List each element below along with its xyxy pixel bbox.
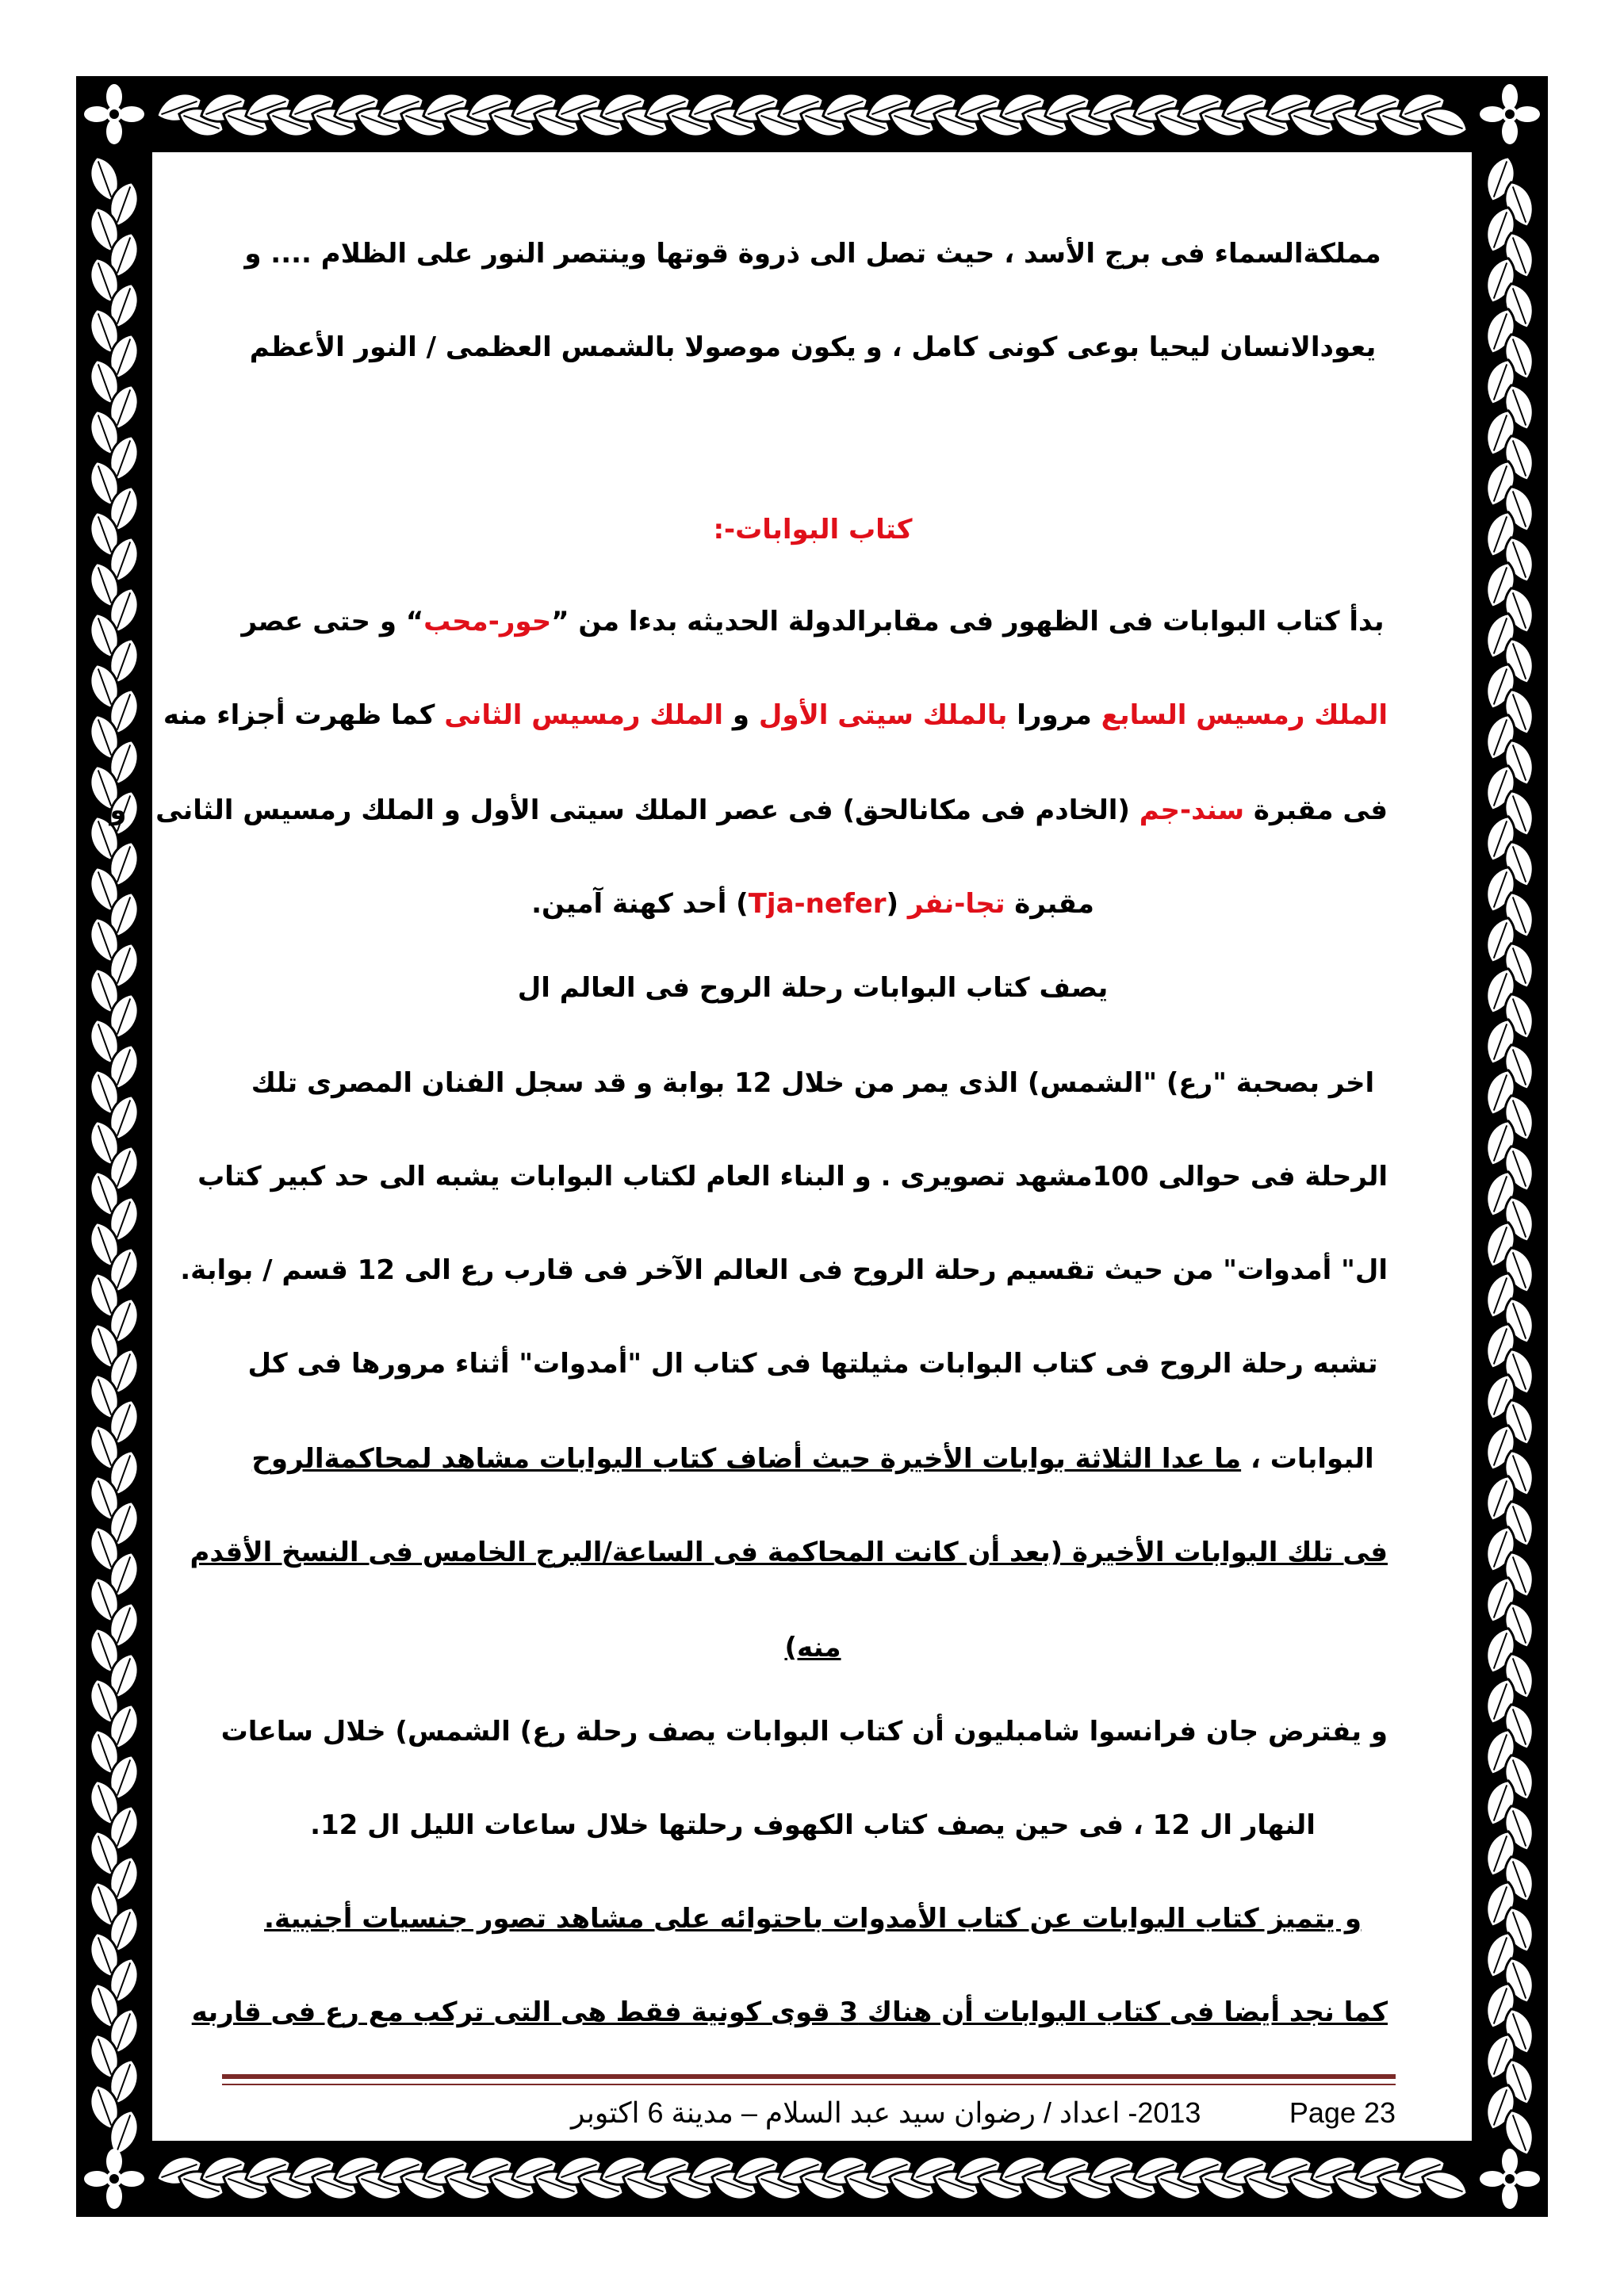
section-heading: كتاب البوابات-: [713, 514, 913, 545]
p2-l2-text-c: كما ظهرت أجزاء منه [163, 699, 445, 731]
p2-l2-red2: بالملك سيتى الأول [758, 699, 1008, 731]
paragraph4-line4: منه) [784, 1632, 841, 1663]
p2-l4-text-b: ( [886, 888, 908, 920]
p2-l1-red: حور-محب [423, 606, 552, 637]
paragraph3-line3: الرحلة فى حوالى 100مشهد تصويرى . و البناء العام لكتاب البوابات يشبه الى حد كبير كتاب [197, 1161, 1388, 1192]
paragraph2-line1 [238, 606, 1388, 637]
page-label: Page [1289, 2096, 1356, 2129]
p2-l2-red3: الملك رمسيس الثانى [444, 699, 724, 731]
paragraph2-line4 [238, 888, 1388, 920]
paragraph2-line2 [163, 699, 1388, 731]
paragraph4-line1: تشبه رحلة الروح فى كتاب البوابات مثيلتها فى كتاب ال "أمدوات" أثناء مرورها فى كل [247, 1348, 1378, 1380]
p2-l3-text-b: (الخادم فى مكانالحق) فى عصر الملك سيتى الأول و الملك رمسيس الثانى ، و [109, 794, 1139, 826]
p2-l3-text-a: فى مقبرة [1244, 794, 1388, 826]
page-inner-area [152, 152, 1472, 2141]
p2-l1-text-b: “ و حتى عصر [241, 606, 424, 637]
footer-rule-thick [222, 2074, 1396, 2079]
paragraph4-line2 [238, 1443, 1388, 1475]
p2-l4-text-a: مقبرة [1005, 888, 1094, 920]
footer-author-text: 2013- اعداد / رضوان سيد عبد السلام – مدينة 6 اكتوبر [571, 2096, 1201, 2129]
p2-l3-red: سند-جم [1139, 794, 1245, 826]
p4-l2-underlined: ما عدا الثلاثة بوابات الأخيرة حيث أضاف كتاب البوابات مشاهد لمحاكمةالروح [251, 1443, 1242, 1475]
footer-rule-thin [222, 2084, 1396, 2085]
paragraph3-line2: اخر بصحبة "رع) "الشمس) الذى يمر من خلال 12 بوابة و قد سجل الفنان المصرى تلك [251, 1067, 1375, 1099]
p2-l4-red2: Tja-nefer [748, 888, 887, 920]
p2-l2-red1: الملك رمسيس السابع [1101, 699, 1388, 731]
p2-l4-red1: تجا-نفر [907, 888, 1005, 920]
paragraph5-line3: و يتميز كتاب البوابات عن كتاب الأمدوات باحتوائه على مشاهد تصور جنسيات أجنبية. [264, 1903, 1362, 1935]
paragraph1-line2: يعودالانسان ليحيا بوعى كونى كامل ، و يكون موصولا بالشمس العظمى / النور الأعظم [249, 331, 1377, 363]
p2-l2-text-b: و [723, 699, 759, 731]
paragraph5-line4: كما نجد أيضا فى كتاب البوابات أن هناك 3 قوى كونية فقط هى التى تركب مع رع فى قاربه [191, 1996, 1388, 2028]
paragraph5-line2: النهار ال 12 ، فى حين يصف كتاب الكهوف رحلتها خلال ساعات الليل ال 12. [310, 1809, 1316, 1841]
decorative-border-frame [76, 76, 1548, 2217]
p2-l2-text-a: مرورا [1007, 699, 1101, 731]
paragraph1-line1: مملكةالسماء فى برج الأسد ، حيث تصل الى ذروة قوتها وينتصر النور على الظلام .... و [244, 238, 1381, 270]
paragraph4-line3: فى تلك البوابات الأخيرة (بعد أن كانت المحاكمة فى الساعة/البرج الخامس فى النسخ الأقدم [190, 1537, 1388, 1568]
paragraph3-line4: ال" أمدوات" من حيث تقسيم رحلة الروح فى العالم الآخر فى قارب رع الى 12 قسم / بوابة. [180, 1254, 1388, 1286]
paragraph2-line3 [109, 794, 1388, 826]
p4-l2-text-a: البوابات ، [1241, 1443, 1374, 1475]
p2-l1-text-a: بدأ كتاب البوابات فى الظهور فى مقابرالدولة الحديثه بدءا من ” [551, 606, 1385, 637]
paragraph3-line1: يصف كتاب البوابات رحلة الروح فى العالم ال [517, 972, 1109, 1004]
paragraph5-line1: و يفترض جان فرانسوا شامبليون أن كتاب البوابات يصف رحلة رع) الشمس) خلال ساعات [220, 1716, 1388, 1748]
footer-page-number [1289, 2096, 1396, 2130]
p2-l4-text-c: ) أحد كهنة آمين. [531, 888, 749, 920]
page-number-value: 23 [1363, 2096, 1396, 2129]
page-footer [571, 2093, 1396, 2133]
